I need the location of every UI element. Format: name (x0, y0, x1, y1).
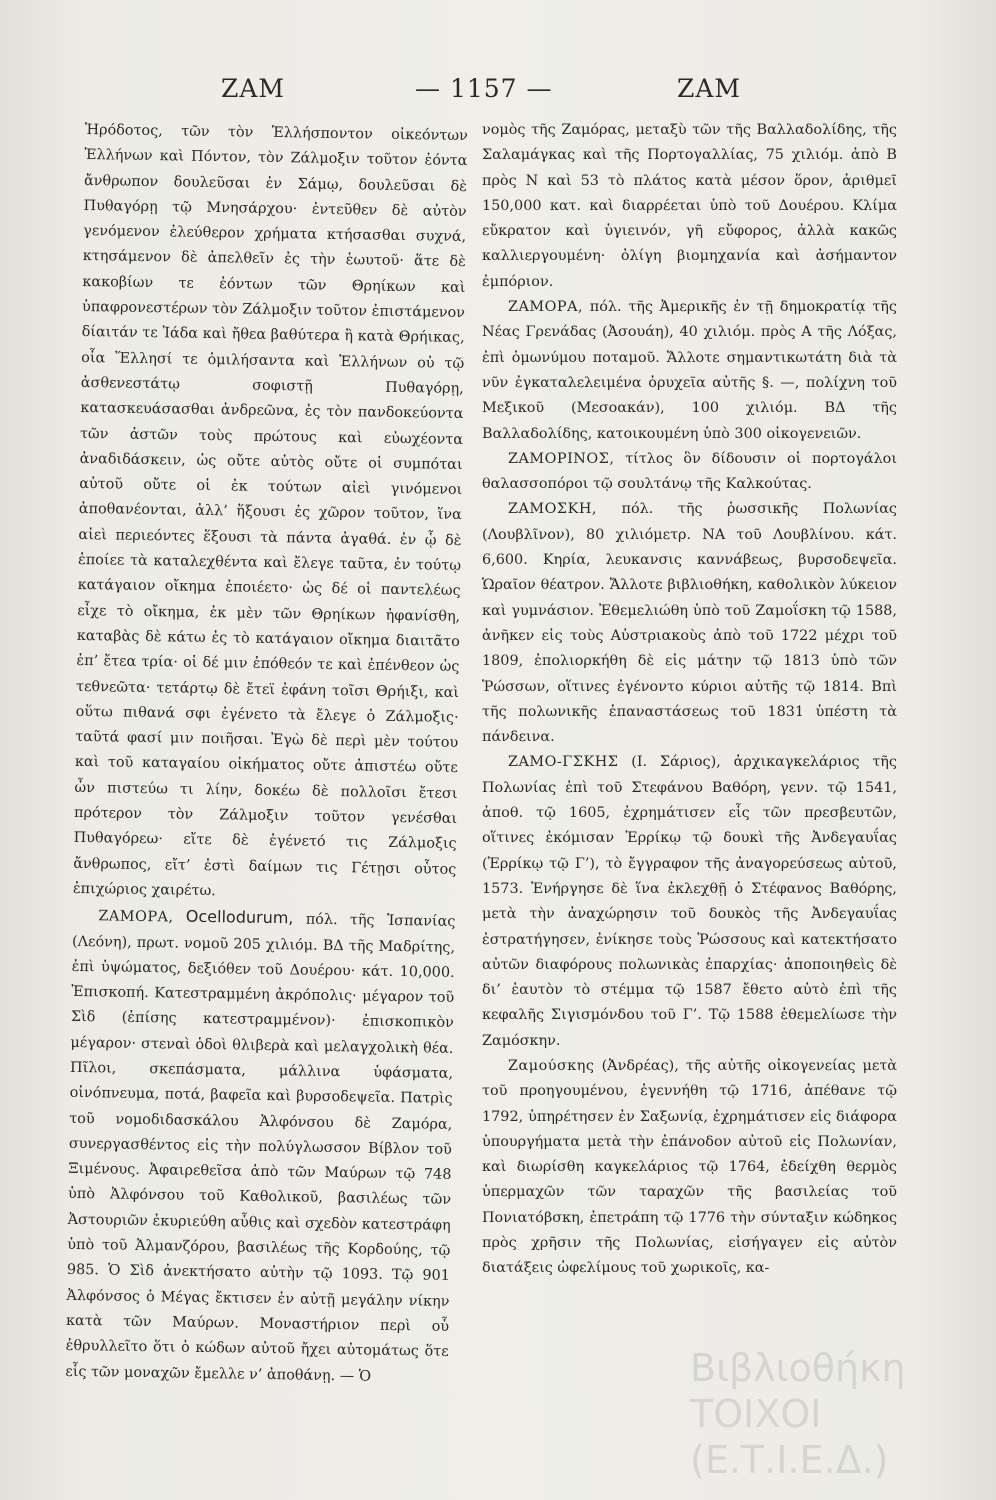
entry-headword: ΖΑΜΟΡΑ, (98, 908, 174, 926)
entry-zamoski (482, 497, 897, 750)
watermark-line: ΤΟΙΧΟΙ (Ε.Τ.Ι.Ε.Δ.) (690, 1392, 889, 1482)
right-column (482, 118, 897, 1468)
page-number: — 1157 — (415, 74, 553, 103)
entry-headword: ΖΑΜΟ-ΓΣΚΗΣ (508, 754, 619, 771)
page-header (0, 74, 996, 114)
entry-zamora-america (482, 295, 897, 447)
header-right-keyword: ZAM (677, 74, 742, 103)
entry-body: πόλ. τῆς Ἱσπανίας (Λεόνη), πρωτ. νομοῦ 205 χιλιόμ. ΒΔ τῆς Μαδρίτης, ἐπὶ ὑψώματος, δεξιόθεν τοῦ Δουέρου· κάτ. 10,000. Ἐπισκοπή. Κατεστραμμένη ἀκρόπολις· μέγαρον τοῦ Σὶδ (ἐπίσης κατεστραμμένον)· ἐπισκοπικὸν μέγαρον· στεναὶ ὁδοὶ θλιβερὰ καὶ μελαγχολικὴ θέα. Πῖλοι, σκεπάσματα, μάλλινα ὑφάσματα, οἰνόπνευμα, ποτά, βαφεῖα καὶ βυρσοδεψεῖα. Πατρὶς τοῦ νομοδιδασκάλου Ἀλφόνσου δὲ Ζαμόρα, συνεργασθέντος εἰς τὴν πολύγλωσσον Βίβλον τοῦ Ξιμένους. Ἀφαιρεθεῖσα ἀπὸ τῶν Μαύρων τῷ 748 ὑπὸ Ἀλφόνσου τοῦ Καθολικοῦ, βασιλέως τῶν Ἀστουριῶν ἐκυριεύθη αὖθις καὶ σχεδὸν κατεστράφη ὑπὸ τοῦ Ἀλμανζόρου, βασιλέως τῆς Κορδούης, τῷ 985. Ὁ Σὶδ ἀνεκτήσατο αὐτὴν τῷ 1093. Τῷ 901 Ἀλφόνσος ὁ Μέγας ἔκτισεν ἐν αὐτῇ μεγάλην νίκην κατὰ τῶν Μαύρων. Μοναστήριον περὶ οὗ ἐθρυλλεῖτο ὅτι ὁ κώδων αὐτοῦ ἤχει αὐτομάτως ὅτε εἷς τῶν μοναχῶν ἔμελλε ν’ ἀποθάνῃ. — Ὁ (65, 911, 456, 1385)
herodotus-quotation: Ἡρόδοτος, τῶν τὸν Ἑλλήσποντον οἰκεόντων Ἑλλήνων καὶ Πόντον, τὸν Ζάλμοξιν τοῦτον ἐόντα ἄνθρωπον δουλεῦσαι ἐν Σάμῳ, δουλεῦσαι δὲ Πυθαγόρῃ τῷ Μνησάρχου· ἐντεῦθεν δὲ αὐτὸν γενόμενον ἐλεύθερον χρήματα κτήσασθαι συχνά, κτησάμενον δὲ ἀπελθεῖν ἐς τὴν ἑωυτοῦ· ἅτε δὲ κακοβίων τε ἐόντων τῶν Θρηίκων καὶ ὑπαφρονεστέρων τὸν Ζάλμοξιν τοῦτον ἐπιστάμενον δίαιτάν τε Ἰάδα καὶ ἤθεα βαθύτερα ἢ κατὰ Θρήικας, οἷα Ἕλλησί τε ὁμιλήσαντα καὶ Ἑλλήνων οὐ τῷ ἀσθενεστάτῳ σοφιστῇ Πυθαγόρῃ, κατασκευάσασθαι ἀνδρεῶνα, ἐς τὸν πανδοκεύοντα τῶν ἀστῶν τοὺς πρώτους καὶ εὐωχέοντα ἀναδιδάσκειν, ὡς οὔτε αὐτὸς οὔτε οἱ συμπόται αὐτοῦ οὔτε οἱ ἐκ τούτων αἰεὶ γινόμενοι ἀποθανέονται, ἀλλ’ ἥξουσι ἐς χῶρον τοῦτον, ἵνα αἰεὶ περιεόντες ἕξουσι τὰ πάντα ἀγαθά. ἐν ᾧ δὲ ἐποίεε τὰ καταλεχθέντα καὶ ἔλεγε ταῦτα, ἐν τούτῳ κατάγαιον οἴκημα ἐποιέετο· ὡς δέ οἱ παντελέως εἶχε τὸ οἴκημα, ἐκ μὲν τῶν Θρηίκων ἠφανίσθη, καταβὰς δὲ κάτω ἐς τὸ κατάγαιον οἴκημα διαιτᾶτο ἐπ’ ἔτεα τρία· οἱ δέ μιν ἐπόθεόν τε καὶ ἐπένθεον ὡς τεθνεῶτα· τετάρτῳ δὲ ἔτεϊ ἐφάνη τοῖσι Θρήιξι, καὶ οὕτω πιθανά σφι ἐγένετο τὰ ἔλεγε ὁ Ζάλμοξις· ταῦτά φασί μιν ποιῆσαι. Ἐγὼ δὲ περὶ μὲν τούτου καὶ τοῦ καταγαίου οἰκήματος οὔτε ἀπιστέω οὔτε ὦν πιστεύω τι λίην, δοκέω δὲ πολλοῖσι ἔτεσι πρότερον τὸν Ζάλμοξιν τοῦτον γενέσθαι Πυθαγόρεω· εἴτε δὲ ἐγένετό τις Ζάλμοξις ἄνθρωπος, εἴτ’ ἐστὶ δαίμων τις Γέτῃσι οὗτος ἐπιχώριος χαιρέτω. (72, 121, 468, 900)
left-column (64, 118, 468, 1474)
entry-body: πόλ. τῆς ῥωσσικῆς Πολωνίας (Λουβλῖνον), 80 χιλιόμετρ. ΝΑ τοῦ Λουβλίνου. κάτ. 6,600. Κηρία, λευκανσις καννάβεως, βυρσοδεψεῖα. Ὡραῖον θέατρον. Ἄλλοτε βιβλιοθήκη, καθολικὸν λύκειον καὶ γυμνάσιον. Ἐθεμελιώθη ὑπὸ τοῦ Ζαμοΐσκη τῷ 1588, ἀνῆκεν εἰς τοὺς Αὐστριακοὺς ἀπὸ τοῦ 1722 μέχρι τοῦ 1809, ἐπολιορκήθη δὲ εἰς μάτην τῷ 1813 ὑπὸ τῶν Ῥώσσων, οἵτινες ἐγένοντο κύριοι αὐτῆς τῷ 1814. Βπὶ τῆς πολωνικῆς ἐπαναστάσεως τοῦ 1831 ὑπέστη τὰ πάνδεινα. (482, 501, 897, 746)
entry-body: (Ἀνδρέας), τῆς αὐτῆς οἰκογενείας μετὰ τοῦ προηγουμένου, ἐγεννήθη τῷ 1716, ἀπέθανε τῷ 1792, ὑπηρέτησεν ἐν Σαξωνίᾳ, ἐχρημάτισεν εἰς διάφορα ὑπουργήματα μετὰ τὴν ἐπάνοδον αὐτοῦ εἰς Πολωνίαν, καὶ διωρίσθη καγκελάριος τῷ 1764, ἐδείχθη θερμὸς ὑπερμαχῶν τῶν ταραχῶν τῆς βασιλείας τοῦ Πονιατόβσκη, ἐπετράπη τῷ 1776 τὴν σύνταξιν κώδηκος πρὸς χρῆσιν τῆς Πολωνίας, εἰσήγαγεν εἰς αὐτὸν διατάξεις ὠφελίμους τοῦ χωρικοῖς, κα- (482, 1057, 897, 1277)
entry-zamoyski-ioannes (482, 750, 897, 1054)
entry-zamorinos (482, 447, 897, 498)
entry-latin-name: Ocellodurum, (185, 906, 294, 928)
entry-headword: ΖΑΜΟΡΙΝΟΣ, (508, 450, 615, 467)
entry-body: πόλ. τῆς Ἀμερικῆς ἐν τῇ δημοκρατίᾳ τῆς Νέας Γρενάδας (Ἀσουάη), 40 χιλιόμ. πρὸς Α τῆς Λόξας, ἐπὶ ὁμωνύμου ποταμοῦ. Ἄλλοτε σημαντικωτάτη διὰ τὰ νῦν ἐγκαταλελειμένα ὀρυχεῖα αὐτῆς §. —, πολίχνη τοῦ Μεξικοῦ (Μεσοακάν), 100 χιλιόμ. ΒΔ τῆς Βαλλαδολίδης, κατοικουμένη ὑπὸ 300 οἰκογενειῶν. (482, 299, 897, 442)
entry-headword: Ζαμούσκης (508, 1057, 595, 1074)
entry-body: (Ι. Σάριος), ἀρχικαγκελάριος τῆς Πολωνίας ἐπὶ τοῦ Στεφάνου Βαθόρη, γενν. τῷ 1541, ἀποθ. τῷ 1605, ἐχρημάτισεν εἷς τῶν πρεσβευτῶν, οἵτινες ἐκόμισαν Ἐρρίκῳ τῷ δουκὶ τῆς Ἀνδεγαυΐας (Ἐρρίκῳ τῷ Γ’), τὸ ἔγγραφον τῆς ἀναγορεύσεως αὐτοῦ, 1573. Ἐνήργησε δὲ ἵνα ἐκλεχθῇ ὁ Στέφανος Βαθόρης, μετὰ τὴν ἀναχώρησιν τοῦ δουκὸς τῆς Ἀνδεγαυΐας ἐστρατήγησεν, ἐνίκησε τοὺς Ῥώσσους καὶ κατεκτήσατο αὐτῶν διαφόρους πολωνικὰς ἐπαρχίας· ἀποποιηθεὶς δὲ δι’ ἑαυτὸν τὸ στέμμα τῷ 1587 ἔθετο αὐτὸ ἐπὶ τῆς κεφαλῆς Σιγισμόνδου τοῦ Γ’. Τῷ 1588 ἐθεμελίωσε τὴν Ζαμόσκην. (482, 754, 897, 1049)
entry-zamoyski-andreas (482, 1054, 897, 1282)
entry-body: τίτλος ὃν δίδουσιν οἱ πορτογάλοι θαλασσοπόροι τῷ σουλτάνῳ τῆς Καλκούτας. (482, 450, 897, 493)
entry-headword: ΖΑΜΟΣΚΗ, (508, 501, 597, 518)
entry-headword: ΖΑΜΟΡΑ, (508, 299, 584, 316)
entry-zamora-spain (65, 902, 456, 1391)
entry-continuation: νομὸς τῆς Ζαμόρας, μεταξὺ τῶν τῆς Βαλλαδολίδης, τῆς Σαλαμάγκας καὶ τῆς Πορτογαλλίας, 75 χιλιόμ. ἀπὸ Β πρὸς Ν καὶ 53 τὸ πλάτος κατὰ μέσον ὅρον, ἀριθμεῖ 150,000 κατ. καὶ διαρρέεται ὑπὸ τοῦ Δουέρου. Κλίμα εὔκρατον καὶ ὑγιεινόν, γῆ εὔφορος, ἀλλὰ κακῶς καλλιεργουμένη· ὀλίγη βιομηχανία καὶ ἀσήμαντον ἐμπόριον. (482, 122, 897, 290)
header-left-keyword: ZAM (221, 74, 286, 103)
watermark-line: Βιβλιοθήκη (690, 1346, 906, 1390)
